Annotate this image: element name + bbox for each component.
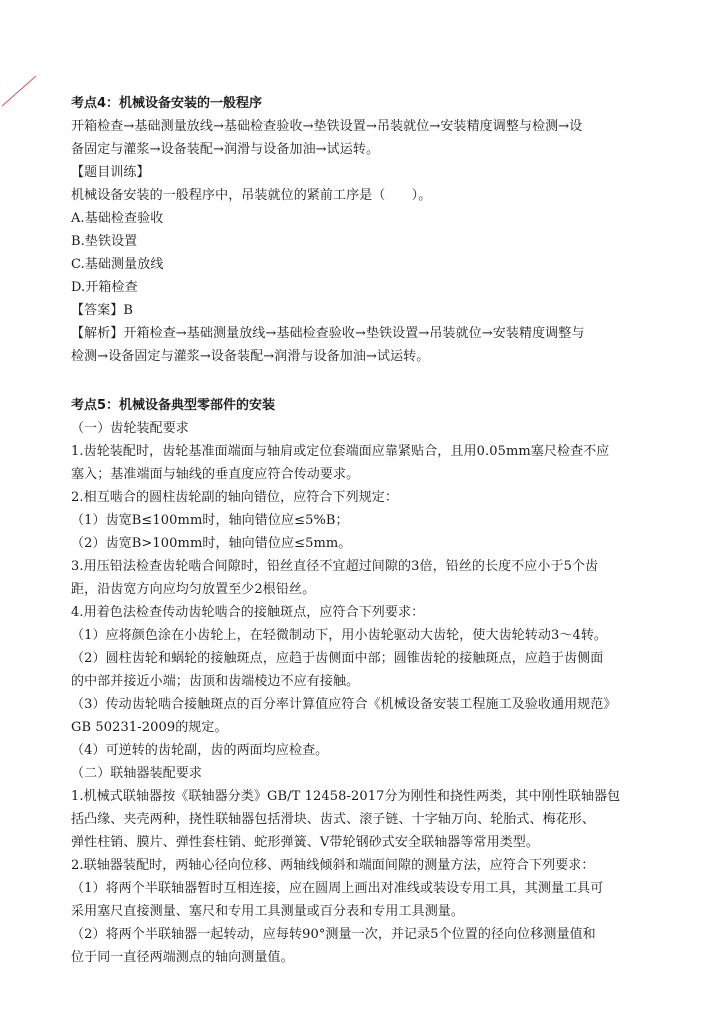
text-line: （1）将两个半联轴器暂时互相连接，应在圆周上画出对准线或装设专用工具，其测量工具可 [71,881,604,896]
section-heading-5: 考点5：机械设备典型零部件的安装 [71,398,276,413]
text-line: 备固定与灌浆→设备装配→润滑与设备加油→试运转。 [71,142,380,157]
option-c: C.基础测量放线 [71,257,164,272]
question-text: 机械设备安装的一般程序中，吊装就位的紧前工序是（ ）。 [71,188,432,203]
subsection-title: （一）齿轮装配要求 [71,421,189,436]
text-line: 括凸缘、夹壳两种，挠性联轴器包括滑块、齿式、滚子链、十字轴万向、轮胎式、梅花形、 [71,812,596,827]
option-b: B.垫铁设置 [71,234,138,249]
text-line: 2.联轴器装配时，两轴心径向位移、两轴线倾斜和端面间隙的测量方法，应符合下列要求： [71,858,595,873]
option-a: A.基础检查验收 [71,211,164,226]
text-line: 2.相互啮合的圆柱齿轮副的轴向错位，应符合下列规定： [71,490,399,505]
text-line: 4.用着色法检查传动齿轮啮合的接触斑点，应符合下列要求： [71,605,425,620]
text-line: 的中部并接近小端；齿顶和齿端棱边不应有接触。 [71,674,360,689]
text-line: 1.齿轮装配时，齿轮基准面端面与轴肩或定位套端面应靠紧贴合，且用0.05mm塞尺检查不应 [71,444,610,459]
text-line: 弹性柱销、膜片、弹性套柱销、蛇形弹簧、V带轮钢砂式安全联轴器等常用类型。 [71,835,539,850]
section-gap [71,368,661,394]
text-line: 塞入；基准端面与轴线的垂直度应符合传动要求。 [71,467,360,482]
text-line: 开箱检查→基础测量放线→基础检查验收→垫铁设置→吊装就位→安装精度调整与检测→设 [71,119,583,134]
text-line: GB 50231-2009的规定。 [71,720,228,735]
text-line: （1）应将颜色涂在小齿轮上，在轻微制动下，用小齿轮驱动大齿轮，使大齿轮转动3～4转。 [71,628,608,643]
subsection-title: （二）联轴器装配要求 [71,766,203,781]
option-d: D.开箱检查 [71,280,138,295]
analysis-line: 【解析】开箱检查→基础测量放线→基础检查验收→垫铁设置→吊装就位→安装精度调整与 [71,326,585,341]
text-line: （2）圆柱齿轮和蜗轮的接触斑点，应趋于齿侧面中部；圆锥齿轮的接触斑点，应趋于齿侧面 [71,651,604,666]
text-line: 距，沿齿宽方向应均匀放置至少2根铅丝。 [71,582,316,597]
section-heading-4: 考点4：机械设备安装的一般程序 [71,96,263,111]
text-line: 1.机械式联轴器按《联轴器分类》GB/T 12458-2017分为刚性和挠性两类，其中刚性联轴器包 [71,789,621,804]
text-line: 采用塞尺直接测量、塞尺和专用工具测量或百分表和专用工具测量。 [71,904,465,919]
document-page [71,92,661,969]
exercise-label: 【题目训练】 [71,165,150,180]
corner-crop-mark-icon [0,72,40,112]
text-line: （4）可逆转的齿轮副，齿的两面均应检查。 [71,743,329,758]
text-line: （2）齿宽B>100mm时，轴向错位应≤5mm。 [71,536,352,551]
answer-line: 【答案】B [71,303,134,318]
text-line: （1）齿宽B≤100mm时，轴向错位应≤5%B； [71,513,349,528]
text-line: 位于同一直径两端测点的轴向测量值。 [71,950,294,965]
text-line: （3）传动齿轮啮合接触斑点的百分率计算值应符合《机械设备安装工程施工及验收通用规范》 [71,697,617,712]
text-line: 3.用压铅法检查齿轮啮合间隙时，铅丝直径不宜超过间隙的3倍，铅丝的长度不应小于5个齿 [71,559,599,574]
analysis-line: 检测→设备固定与灌浆→设备装配→润滑与设备加油→试运转。 [71,349,430,364]
text-line: （2）将两个半联轴器一起转动，应每转90°测量一次，并记录5个位置的径向位移测量值和 [71,927,596,942]
